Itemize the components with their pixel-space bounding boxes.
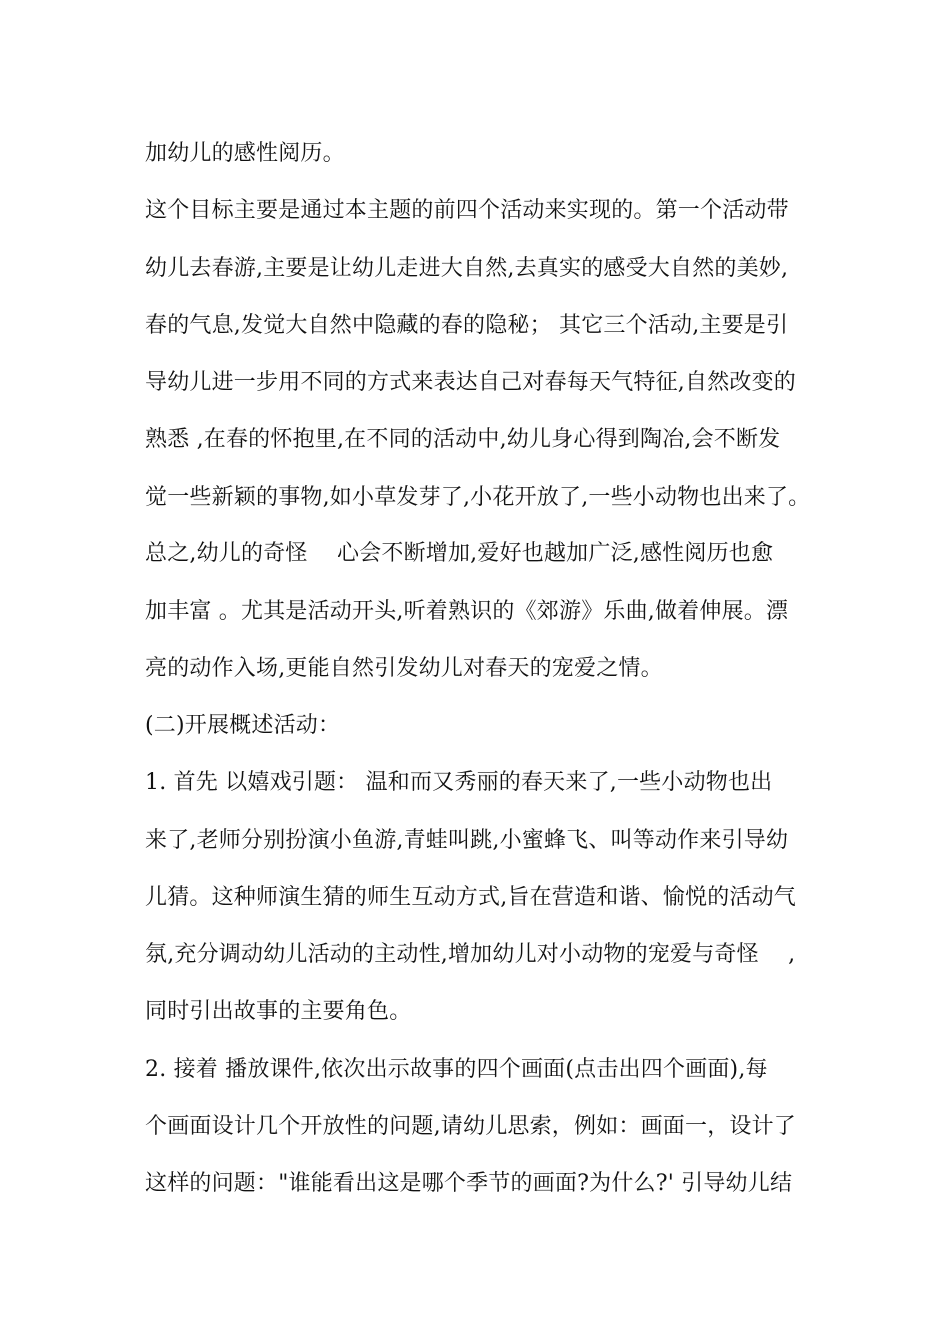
- text-line: 来了,老师分别扮演小鱼游,青蛙叫跳,小蜜蜂飞、叫等动作来引导幼: [145, 828, 789, 853]
- text-line: 熟悉 ,在春的怀抱里,在不同的活动中,幼儿身心得到陶冶,会不断发: [145, 427, 781, 452]
- text-line: 儿猜。这种师演生猜的师生互动方式,旨在营造和谐、愉悦的活动气: [145, 885, 796, 910]
- text-line: 导幼儿进一步用不同的方式来表达自己对春每天气特征,自然改变的: [145, 370, 796, 395]
- text-line: 总之,幼儿的奇怪 心会不断增加,爱好也越加广泛,感性阅历也愈: [145, 541, 774, 566]
- section-heading: (二)开展概述活动：: [145, 713, 341, 738]
- text-line: 同时引出故事的主要角色。: [145, 999, 412, 1024]
- text-line: 这个目标主要是通过本主题的前四个活动来实现的。第一个活动带: [145, 198, 789, 223]
- text-line: 加丰富 。尤其是活动开头,听着熟识的《郊游》乐曲,做着伸展。漂: [145, 599, 789, 624]
- text-line: 这样的问题："谁能看出这是哪个季节的画面?为什么?' 引导幼儿结: [145, 1171, 793, 1196]
- text-line: 1. 首先 以嬉戏引题： 温和而又秀丽的春天来了,一些小动物也出: [145, 770, 773, 795]
- text-line: 加幼儿的感性阅历。: [145, 141, 345, 166]
- text-line: 幼儿去春游,主要是让幼儿走进大自然,去真实的感受大自然的美妙,: [145, 256, 789, 281]
- text-line: 觉一些新颖的事物,如小草发芽了,小花开放了,一些小动物也出来了。: [145, 485, 811, 510]
- text-line: 氛,充分调动幼儿活动的主动性,增加幼儿对小动物的宠爱与奇怪 ,: [145, 942, 796, 967]
- text-line: 2. 接着 播放课件,依次出示故事的四个画面(点击出四个画面),每: [145, 1057, 768, 1082]
- text-line: 春的气息,发觉大自然中隐藏的春的隐秘； 其它三个活动,主要是引: [145, 313, 789, 338]
- text-line: 个画面设计几个开放性的问题,请幼儿思索，例如：画面一，设计了: [145, 1114, 796, 1139]
- text-line: 亮的动作入场,更能自然引发幼儿对春天的宠爱之情。: [145, 656, 663, 681]
